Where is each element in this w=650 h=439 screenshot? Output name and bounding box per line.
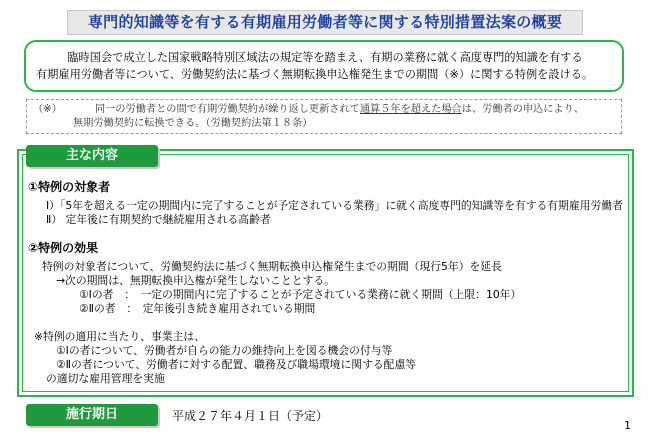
item3-line-4: の適切な雇用管理を実施 xyxy=(46,372,165,385)
item1-heading: ①特例の対象者 xyxy=(28,180,111,194)
note-text-after: は、労働者の申込により、 xyxy=(461,104,584,115)
effective-date-value: 平成２７年４月１日（予定） xyxy=(172,409,329,423)
note-line-2: 無期労働契約に転換できる。（労働契約法第１８条） xyxy=(73,118,313,129)
item2-line-3: ①Ⅰの者 ： 一定の期間内に完了することが予定されている業務に就く期間（上限：10年） xyxy=(79,288,522,301)
item2-line-1: 特例の対象者について、労働契約法に基づく無期転換申込権発生までの期間（現行5年）を延長 xyxy=(42,260,502,273)
note-underlined-text: 通算５年を超えた場合 xyxy=(359,104,462,115)
item2-line-4: ②Ⅱの者 ： 定年後引き続き雇用されている期間 xyxy=(79,302,316,315)
item3-line-2: ①Ⅰの者について、労働者が自らの能力の維持向上を図る機会の付与等 xyxy=(56,344,393,357)
summary-line-1: 臨時国会で成立した国家戦略特別区域法の規定等を踏まえ、有期の業務に就く高度専門的知識を有する xyxy=(67,51,583,64)
note-text-before: 同一の労働者との間で有期労働契約が繰り返し更新されて xyxy=(95,104,360,115)
item1-line-2: Ⅱ） 定年後に有期契約で継続雇用される高齢者 xyxy=(46,213,271,226)
summary-box xyxy=(24,40,624,92)
summary-line-2: 有期雇用労働者等について、労働契約法に基づく無期転換申込権発生までの期間（※）に関する特例を設ける。 xyxy=(36,68,594,81)
effective-date-tab: 施行期日 xyxy=(26,404,158,426)
note-mark: （※） xyxy=(33,104,62,115)
item1-line-1: Ⅰ）「5年を超える一定の期間内に完了することが予定されている業務」に就く高度専門的知識等を有する有期雇用労働者 xyxy=(46,199,623,212)
item2-line-2: →次の期間は、無期転換申込権が発生しないこととする。 xyxy=(56,274,335,287)
note-line-1 xyxy=(33,103,615,117)
page-number: 1 xyxy=(624,419,631,432)
main-content-tab: 主な内容 xyxy=(26,145,158,167)
item2-heading: ②特例の効果 xyxy=(28,241,99,255)
note-box xyxy=(26,99,622,134)
page-title: 専門的知識等を有する有期雇用労働者等に関する特別措置法案の概要 xyxy=(67,10,583,35)
item3-line-3: ②Ⅱの者について、労働者に対する配置、職務及び職場環境に関する配慮等 xyxy=(56,358,417,371)
item3-line-1: ※特例の適用に当たり、事業主は、 xyxy=(34,330,205,343)
